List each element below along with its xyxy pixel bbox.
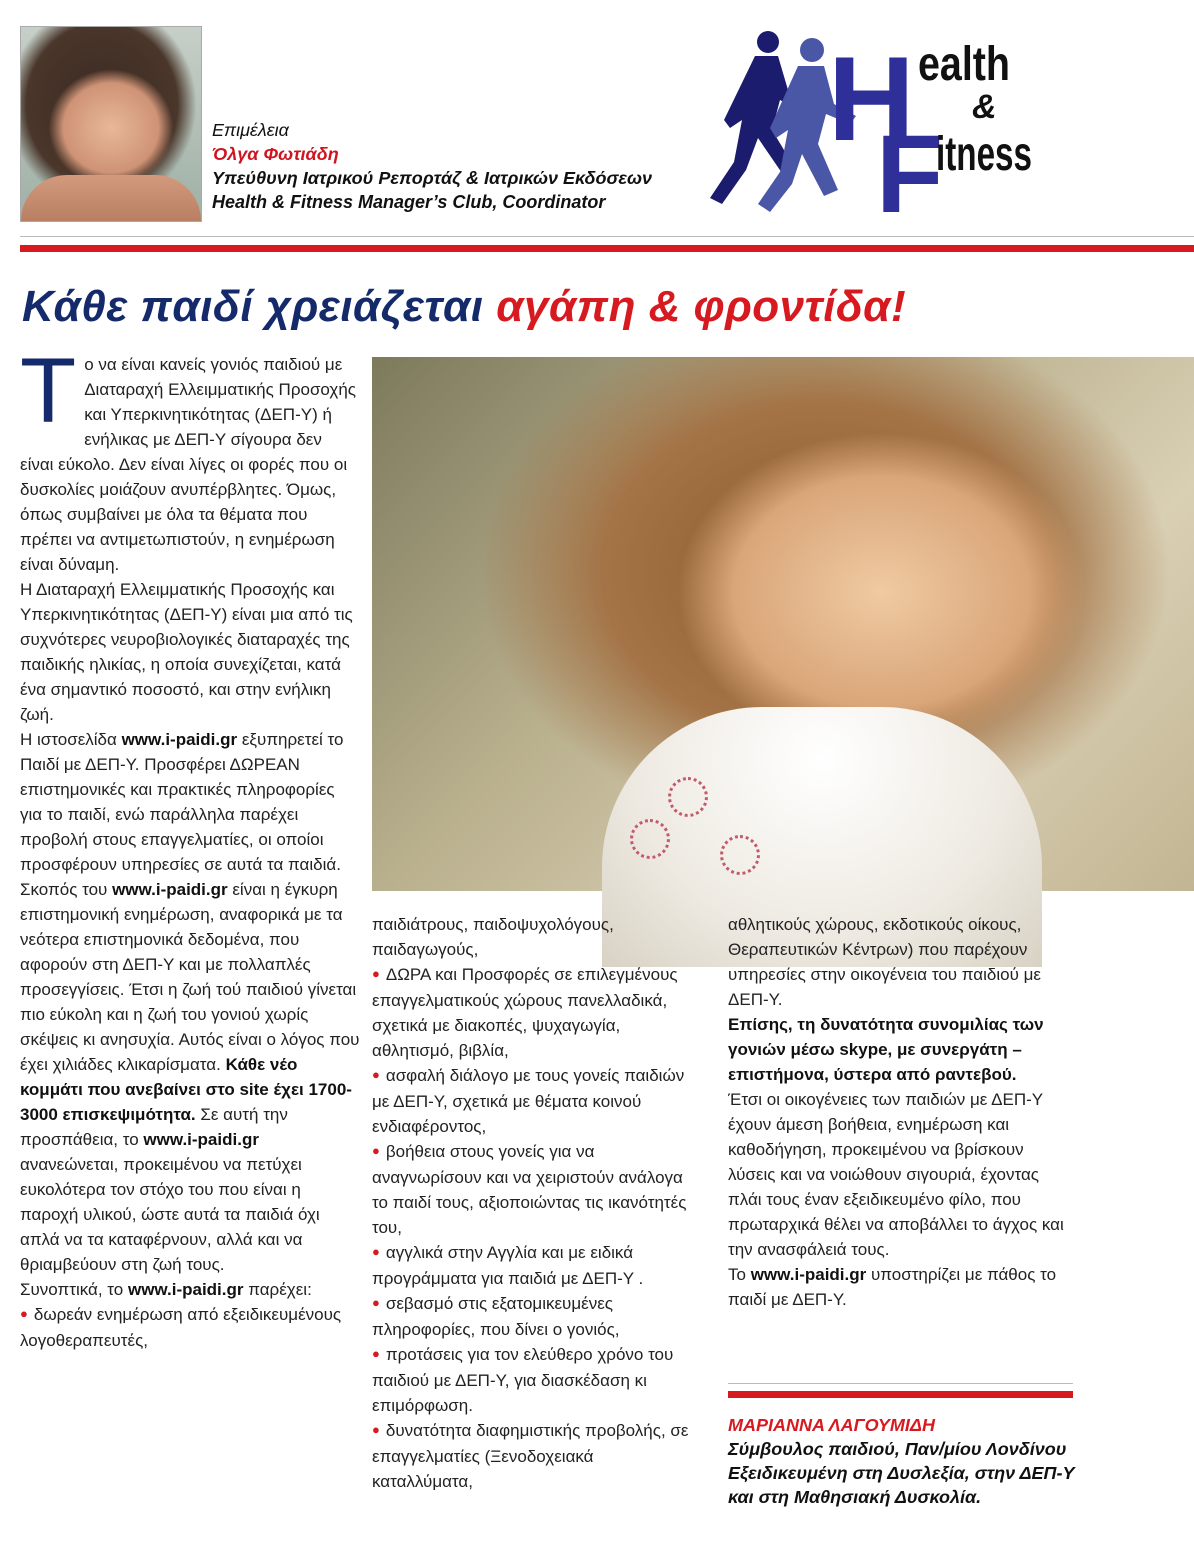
signature-line-1: Σύμβουλος παιδιού, Παν/μίου Λονδίνου [728, 1439, 1067, 1459]
headline-part2: αγάπη & φροντίδα! [496, 282, 907, 331]
list-item: ● δυνατότητα διαφημιστικής προβολής, σε επαγγελματίες (Ξενοδοχειακά καταλλύματα, [372, 1421, 689, 1491]
website-link[interactable]: www.i-paidi.gr [112, 880, 228, 899]
paragraph-2: Η Διαταραχή Ελλειμματικής Προσοχής και Υπερκινητικότητας (ΔΕΠ-Υ) είναι μια από τις συχνότερες νευροβιολογικές διαταραχές της παιδικής ηλικίας, η οποία συνεχίζεται, κατά ένα σημαντικό ποσοστό, και στην ενήλικη ζωή. [20, 580, 353, 724]
signature-block [728, 1413, 1074, 1509]
drop-cap: Τ [20, 340, 77, 442]
signature-name: ΜΑΡΙΑΝΝΑ ΛΑΓΟΥΜΙΔΗ [728, 1415, 936, 1435]
article-headline [22, 282, 906, 332]
logo-line2: itness [936, 128, 1032, 181]
intro-paragraph: ο να είναι κανείς γονιός παιδιού με Διαταραχή Ελλειμματικής Προσοχής και Υπερκινητικότητας (ΔΕΠ-Υ) ή ενήλικας με ΔΕΠ-Υ σίγουρα δεν είναι εύκολο. Δεν είναι λίγες οι φορές που οι δυσκολίες μοιάζουν ανυπέρβλητες. Όμως, όπως συμβαίνει με όλα τα θέματα που πρέπει να αντιμετωπιστούν, η ενημέρωση είναι δύναμη. [20, 355, 357, 574]
list-item: ● βοήθεια στους γονείς για να αναγνωρίσουν και να χειριστούν ανάλογα το παιδί τους, αξιοποιώντας τις ικανότητές του, [372, 1142, 687, 1237]
paragraph-3: Η ιστοσελίδα www.i-paidi.gr εξυπηρετεί το Παιδί με ΔΕΠ-Υ. Προσφέρει ΔΩΡΕΑΝ επιστημονικές και πρακτικές πληροφορίες για το παιδί, ενώ παράλληλα παρέχει προβολή στους επαγγελματίες, οι οποίοι προσφέρουν υπηρεσίες σε αυτά τα παιδιά. [20, 730, 344, 874]
skype-paragraph: Επίσης, τη δυνατότητα συνομιλίας των γονιών μέσω skype, με συνεργάτη – επιστήμονα, ύστερα από ραντεβού. [728, 1015, 1044, 1084]
list-item: ● ασφαλή διάλογο με τους γονείς παιδιών με ΔΕΠ-Υ, σχετικά με θέματα κοινού ενδιαφέροντος, [372, 1066, 685, 1136]
list-continuation: παιδιάτρους, παιδοψυχολόγους, παιδαγωγούς, [372, 915, 614, 959]
paragraph-4: Σκοπός του www.i-paidi.gr είναι η έγκυρη επιστημονική ενημέρωση, αναφορικά με τα νεότερα επιστημονικά δεδομένα, που αφορούν στη ΔΕΠ-Υ και με πολλαπλές προσεγγίσεις. Έτσι η ζωή τού παιδιού γίνεται πιο εύκολη και η ζωή του γονιού χωρίς σκέψεις κι ανησυχία. Αυτός είναι ο λόγος που έχει χιλιάδες κλικαρίσματα. Κάθε νέο κομμάτι που ανεβαίνει στο site έχει 1700-3000 επισκεψιμότητα. Σε αυτή την προσπάθεια, το www.i-paidi.gr ανανεώνεται, προκειμένου να πετύχει ευκολότερα τον στόχο του που είναι η παροχή υλικού, ώστε αυτά τα παιδιά όχι απλά να τα καταφέρνουν, αλλά και να θριαμβεύουν στη ζωή τους. [20, 880, 360, 1274]
website-link[interactable]: www.i-paidi.gr [143, 1130, 259, 1149]
header-divider [20, 245, 1194, 252]
list-item: ● ΔΩΡΑ και Προσφορές σε επιλεγμένους επαγγελματικούς χώρους πανελλαδικά, σχετικά με διακοπές, ψυχαγωγία, αθλητισμό, βιβλία, [372, 965, 678, 1060]
logo-letter-f: F [876, 113, 944, 236]
editor-name: Όλγα Φωτιάδη [212, 144, 339, 164]
article-column-1 [20, 340, 360, 1353]
bullet-icon: ● [372, 1244, 380, 1259]
list-item: ● δωρεάν ενημέρωση από εξειδικευμένους λογοθεραπευτές, [20, 1305, 342, 1350]
bullet-icon: ● [372, 1346, 380, 1361]
signature-line-2: Εξειδικευμένη στη Δυσλεξία, στην ΔΕΠ-Υ [728, 1463, 1075, 1483]
bullet-icon: ● [20, 1306, 28, 1321]
logo-letter-h: H [828, 32, 915, 166]
closing-paragraph: Έτσι οι οικογένειες των παιδιών με ΔΕΠ-Υ έχουν άμεση βοήθεια, ενημέρωση και καθοδήγηση, προκειμένου να βρίσκουν λύσεις και να νοιώθουν σιγουριά, έχοντας πλάι τους έναν εξειδικευμένο φίλο, που πρωταρχικά θέλει να αποβάλλει το άγχος και την ανασφάλειά τους. [728, 1090, 1064, 1259]
author-photo [20, 26, 202, 222]
editor-club: Health & Fitness Manager’s Club, Coordinator [212, 192, 606, 212]
bullet-icon: ● [372, 1295, 380, 1310]
signature-divider [728, 1391, 1073, 1398]
final-paragraph: Το www.i-paidi.gr υποστηρίζει με πάθος το παιδί με ΔΕΠ-Υ. [728, 1265, 1057, 1309]
website-link[interactable]: www.i-paidi.gr [750, 1265, 867, 1284]
logo-amp: & [972, 88, 997, 126]
bullet-icon: ● [372, 966, 380, 981]
signature-line-3: και στη Μαθησιακή Δυσκολία. [728, 1487, 982, 1507]
list-continuation: αθλητικούς χώρους, εκδοτικούς οίκους, Θεραπευτικών Κέντρων) που παρέχουν υπηρεσίες στην οικογένεια του παιδιού με ΔΕΠ-Υ. [728, 915, 1041, 1009]
header-divider-thin [20, 236, 1194, 237]
editing-label: Επιμέλεια [212, 120, 289, 140]
bullet-icon: ● [372, 1422, 380, 1437]
list-item: ● αγγλικά στην Αγγλία και με ειδικά προγράμματα για παιδιά με ΔΕΠ-Υ . [372, 1243, 644, 1288]
signature-divider-thin [728, 1383, 1073, 1384]
bullet-icon: ● [372, 1067, 380, 1082]
headline-part1: Κάθε παιδί χρειάζεται [22, 282, 497, 331]
website-link[interactable]: www.i-paidi.gr [121, 730, 238, 749]
logo-line1: ealth [918, 38, 1010, 91]
website-link[interactable]: www.i-paidi.gr [127, 1280, 244, 1299]
byline [212, 118, 652, 214]
article-column-2 [372, 912, 698, 1494]
article-column-3 [728, 912, 1073, 1312]
health-fitness-logo [700, 20, 1040, 236]
paragraph-5: Συνοπτικά, το www.i-paidi.gr παρέχει: [20, 1280, 312, 1299]
bullet-icon: ● [372, 1143, 380, 1158]
list-item: ● προτάσεις για τον ελεύθερο χρόνο του παιδιού με ΔΕΠ-Υ, για διασκέδαση κι επιμόρφωση. [372, 1345, 674, 1415]
list-item: ● σεβασμό στις εξατομικευμένες πληροφορίες, που δίνει ο γονιός, [372, 1294, 620, 1339]
article-photo [372, 357, 1194, 891]
editor-role: Υπεύθυνη Ιατρικού Ρεπορτάζ & Ιατρικών Εκδόσεων [212, 168, 653, 188]
